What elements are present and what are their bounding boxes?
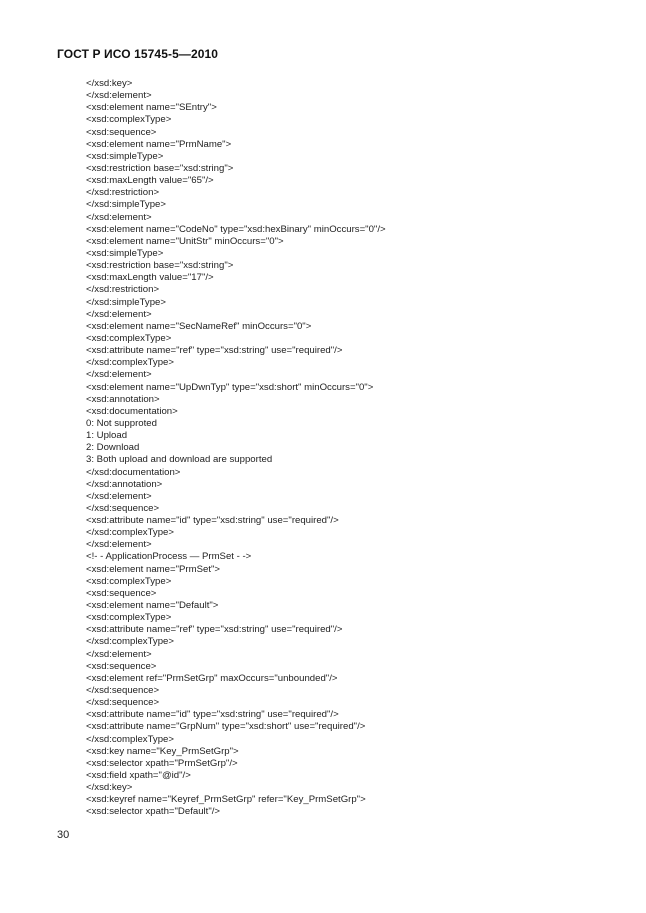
page-number: 30 bbox=[57, 829, 70, 841]
page-header-standard-id: ГОСТ Р ИСО 15745-5—2010 bbox=[57, 47, 219, 61]
code-line: <xsd:attribute name="id" type="xsd:string" use="required"/> bbox=[86, 709, 339, 721]
code-line: 1: Upload bbox=[86, 430, 128, 442]
code-line: <xsd:sequence> bbox=[86, 126, 157, 138]
code-line: </xsd:sequence> bbox=[86, 697, 160, 709]
code-line: </xsd:element> bbox=[86, 308, 152, 320]
code-line: </xsd:element> bbox=[86, 648, 152, 660]
code-line: <xsd:attribute name="GrpNum" type="xsd:short" use="required"/> bbox=[86, 721, 366, 733]
code-line: <xsd:documentation> bbox=[86, 405, 178, 417]
code-line: <xsd:simpleType> bbox=[86, 150, 164, 162]
code-line: </xsd:documentation> bbox=[86, 466, 181, 478]
code-line: <xsd:complexType> bbox=[86, 575, 172, 587]
code-line: <xsd:restriction base="xsd:string"> bbox=[86, 162, 234, 174]
code-line: </xsd:sequence> bbox=[86, 502, 160, 514]
code-line: <xsd:simpleType> bbox=[86, 247, 164, 259]
code-line: </xsd:sequence> bbox=[86, 685, 160, 697]
code-line: </xsd:restriction> bbox=[86, 187, 160, 199]
code-line: <xsd:attribute name="ref" type="xsd:string" use="required"/> bbox=[86, 624, 343, 636]
code-line: 3: Both upload and download are supported bbox=[86, 454, 273, 466]
code-line: </xsd:element> bbox=[86, 211, 152, 223]
code-line: <xsd:maxLength value="65"/> bbox=[86, 175, 214, 187]
xsd-code-listing bbox=[86, 78, 386, 819]
code-line: </xsd:restriction> bbox=[86, 284, 160, 296]
code-line: </xsd:key> bbox=[86, 78, 133, 89]
code-line: <xsd:complexType> bbox=[86, 114, 172, 126]
code-line: </xsd:complexType> bbox=[86, 357, 174, 369]
code-line: </xsd:simpleType> bbox=[86, 199, 166, 211]
code-line: </xsd:complexType> bbox=[86, 636, 174, 648]
code-line: <xsd:key name="Key_PrmSetGrp"> bbox=[86, 745, 239, 757]
code-line: </xsd:element> bbox=[86, 90, 152, 102]
code-line: <xsd:element name="SEntry"> bbox=[86, 102, 217, 114]
code-line: <xsd:complexType> bbox=[86, 332, 172, 344]
code-line: <xsd:element name="CodeNo" type="xsd:hexBinary" minOccurs="0"/> bbox=[86, 223, 386, 235]
code-line: 0: Not supproted bbox=[86, 417, 157, 429]
code-line: <xsd:selector xpath="PrmSetGrp"/> bbox=[86, 757, 238, 769]
code-line: <xsd:field xpath="@id"/> bbox=[86, 770, 191, 782]
code-line: <xsd:restriction base="xsd:string"> bbox=[86, 260, 234, 272]
code-line: <xsd:element name="Default"> bbox=[86, 600, 219, 612]
code-line: <!- - ApplicationProcess — PrmSet - -> bbox=[86, 551, 252, 563]
code-line: 2: Download bbox=[86, 442, 140, 454]
code-line: <xsd:annotation> bbox=[86, 393, 160, 405]
code-line: <xsd:keyref name="Keyref_PrmSetGrp" refer="Key_PrmSetGrp"> bbox=[86, 794, 366, 806]
code-line: <xsd:element name="PrmName"> bbox=[86, 138, 232, 150]
code-line: </xsd:key> bbox=[86, 782, 133, 794]
code-line: <xsd:attribute name="id" type="xsd:string" use="required"/> bbox=[86, 515, 339, 527]
code-line: <xsd:sequence> bbox=[86, 660, 157, 672]
code-line: <xsd:element ref="PrmSetGrp" maxOccurs="unbounded"/> bbox=[86, 672, 338, 684]
code-line: </xsd:element> bbox=[86, 490, 152, 502]
code-line: <xsd:element name="SecNameRef" minOccurs="0"> bbox=[86, 320, 312, 332]
code-line: <xsd:element name="UnitStr" minOccurs="0"> bbox=[86, 235, 284, 247]
code-line: <xsd:element name="UpDwnTyp" type="xsd:short" minOccurs="0"> bbox=[86, 381, 374, 393]
code-line: <xsd:maxLength value="17"/> bbox=[86, 272, 214, 284]
code-line: </xsd:element> bbox=[86, 539, 152, 551]
code-line: <xsd:selector xpath="Default"/> bbox=[86, 806, 221, 818]
code-line: </xsd:element> bbox=[86, 369, 152, 381]
code-line: </xsd:simpleType> bbox=[86, 296, 166, 308]
code-line: <xsd:complexType> bbox=[86, 612, 172, 624]
code-line: <xsd:sequence> bbox=[86, 587, 157, 599]
code-line: </xsd:complexType> bbox=[86, 527, 174, 539]
code-line: </xsd:annotation> bbox=[86, 478, 163, 490]
code-line: <xsd:attribute name="ref" type="xsd:string" use="required"/> bbox=[86, 345, 343, 357]
code-line: <xsd:element name="PrmSet"> bbox=[86, 563, 220, 575]
code-line: </xsd:complexType> bbox=[86, 733, 174, 745]
